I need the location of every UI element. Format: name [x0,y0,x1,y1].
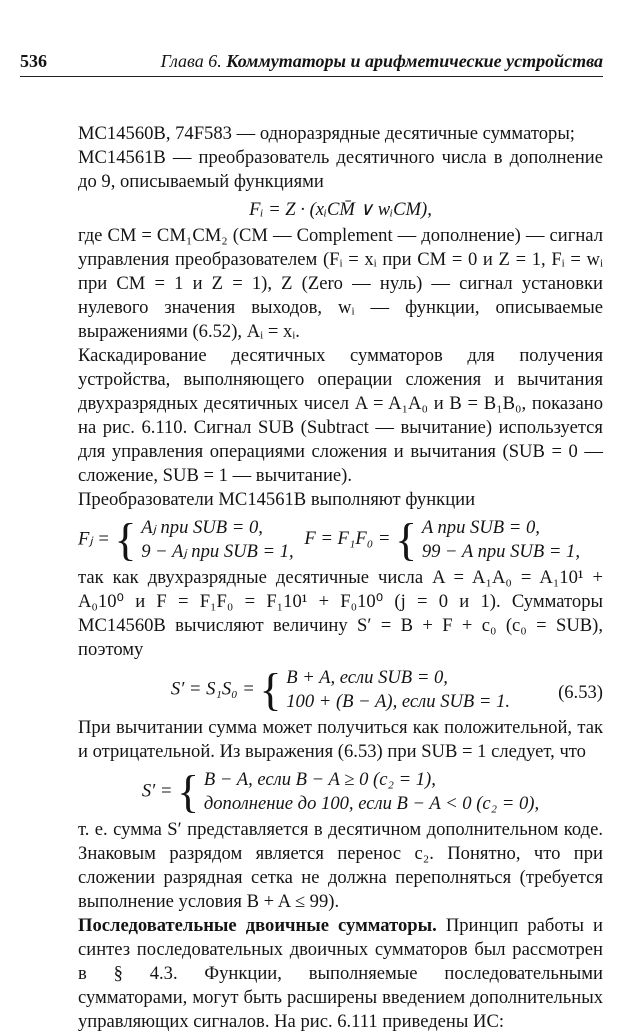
equation-number: (6.53) [558,682,603,703]
eq2-case-1: Aⱼ при SUB = 0, [141,517,263,538]
eq4-cases [204,768,539,816]
chapter-label: Глава 6. [160,51,222,71]
paragraph-4: Каскадирование десятичных сумматоров для получения устройства, выполняющего операции сложения и вычитания двухразрядных десятичных чисел A = A₁A₀ и B = B₁B₀, показано на рис. 6.110. Сигнал SUB (Subtract — вычитание) используется для управления операциями сложения и вычитания (SUB = 0 — сложение, SUB = 1 — вычитание). [78,345,603,486]
left-brace-icon: { [395,514,418,565]
paragraph-3: где CM = CM₁CM₂ (CM — Complement — дополнение) — сигнал управления преобразователем (Fᵢ = xᵢ при CM = 0 и Z = 1, Fᵢ = wᵢ при CM = 1 и Z = 1), Z (Zero — нуль) — сигнал установки нулевого значения выходов, wᵢ — функции, описываемые выражениями (6.52), Aᵢ = xᵢ. [78,225,603,342]
eq2-case-3: A при SUB = 0, [421,517,540,538]
eq4-left: S′ = [141,780,173,802]
eq3-case-1: B + A, если SUB = 0, [286,667,448,688]
eq2-case-4: 99 − A при SUB = 1, [421,541,580,562]
eq2-left: Fⱼ = [78,528,110,550]
eq3-left: S′ = S₁S₀ = [170,678,255,700]
eq3-case-2: 100 + (B − A), если SUB = 1. [286,691,511,712]
page-body [78,122,603,1034]
eq2-case-2: 9 − Aⱼ при SUB = 1, [141,541,294,562]
paragraph-9 [78,914,603,1034]
eq3-cases [286,666,510,714]
equation-4 [78,768,603,816]
section-heading: Последовательные двоичные сумматоры. [78,915,437,936]
eq4-case-1: B − A, если B − A ≥ 0 (c₂ = 1), [203,769,436,790]
left-brace-icon: { [259,664,282,715]
paragraph-5: Преобразователи MC14561B выполняют функции [78,489,476,510]
paragraph-6: так как двухразрядные десятичные числа A = A₁A₀ = A₁10¹ + A₀10⁰ и F = F₁F₀ = F₁10¹ + F₀10⁰ (j = 0 и 1). Сумматоры MC14560B вычисляют величину S′ = B + F + c₀ (c₀ = SUB), поэтому [78,567,603,660]
eq2-cases-b [422,516,580,564]
left-brace-icon: { [114,514,137,565]
running-title [161,51,603,72]
eq2-mid: F = F₁F₀ = [304,528,391,550]
eq4-case-2: дополнение до 100, если B − A < 0 (c₂ = 0), [203,793,540,814]
left-brace-icon: { [177,766,200,817]
chapter-title: Коммутаторы и арифметические устройства [226,51,603,71]
equation-2 [78,516,603,564]
paragraph-1: MC14560B, 74F583 — одноразрядные десятичные сумматоры; [78,123,575,144]
equation-1: Fᵢ = Z · (xᵢCM̄ ∨ wᵢCM), [249,199,432,220]
paragraph-7: При вычитании сумма может получиться как положительной, так и отрицательной. Из выражения (6.53) при SUB = 1 следует, что [78,717,603,762]
paragraph-8: т. е. сумма S′ представляется в десятичном дополнительном коде. Знаковым разрядом является перенос c₂. Понятно, что при сложении разрядная сетка не должна переполняться (требуется выполнение условия B + A ≤ 99). [78,819,603,912]
page-number: 536 [20,51,47,71]
running-header [20,50,603,77]
eq2-cases-a [141,516,293,564]
paragraph-2: MC14561B — преобразователь десятичного числа в дополнение до 9, описываемый функциями [78,147,603,192]
paragraph-9-text: Принцип работы и синтез последовательных двоичных сумматоров был рассмотрен в § 4.3. Функции, выполняемые последовательными сумматорами, могут быть расширены введением дополнительных управляющих сигналов. На рис. 6.111 приведены ИС: [78,915,603,1032]
equation-3 [78,666,603,714]
